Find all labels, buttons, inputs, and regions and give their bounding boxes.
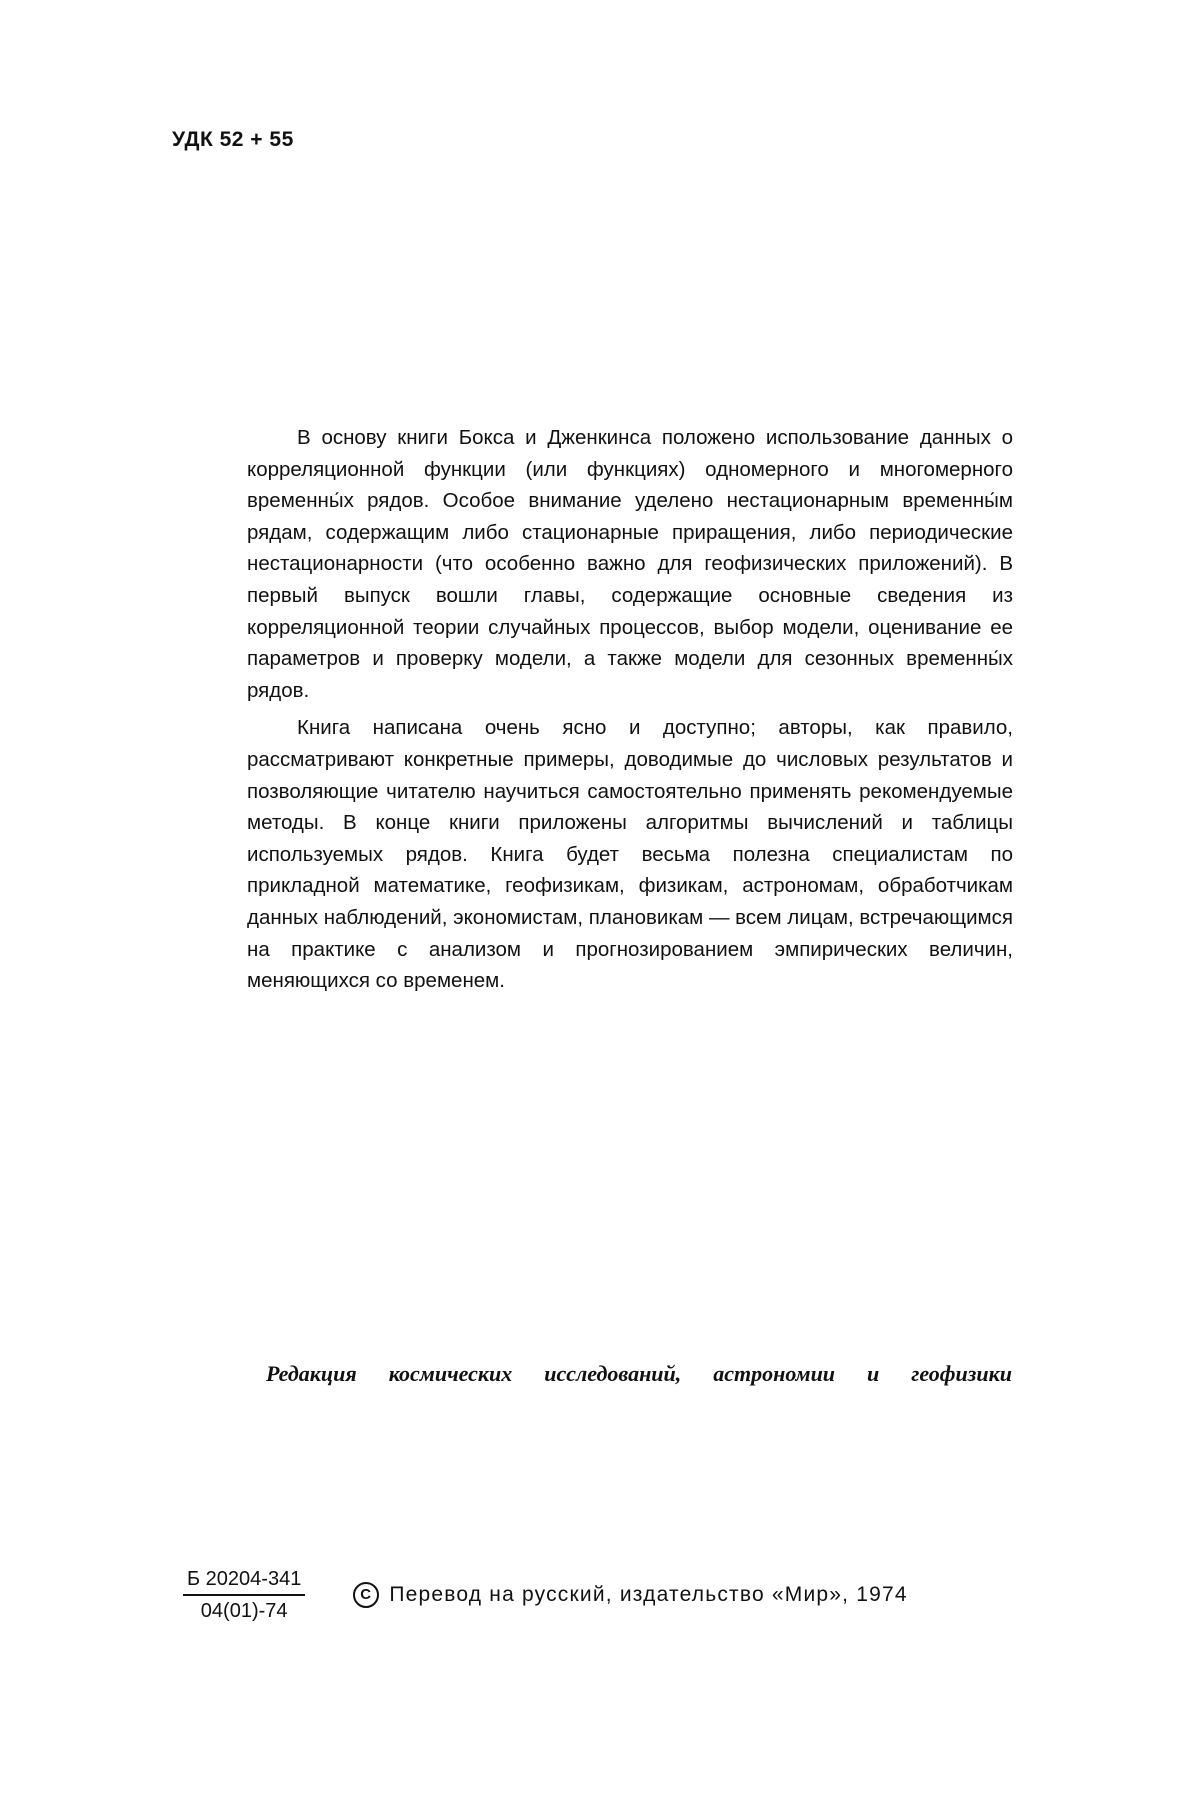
book-annotation <box>247 422 1013 997</box>
editorial-office-line: Редакция космических исследований, астрономии и геофизики <box>266 1361 1012 1386</box>
imprint-block <box>183 1566 908 1624</box>
copyright-line <box>353 1582 907 1608</box>
copyright-icon: C <box>353 1582 379 1608</box>
annotation-paragraph-1: В основу книги Бокса и Дженкинса положено использование данных о корреляционной функции (или функциях) одномерного и многомерного временны́х рядов. Особое внимание уделено нестационарным временны́м рядам, содержащим либо стационарные приращения, либо периодические нестационарности (что особенно важно для геофизических приложений). В первый выпуск вошли главы, содержащие основные сведения из корреляционной теории случайных процессов, выбор модели, оценивание ее параметров и проверку модели, а также модели для сезонных временны́х рядов. <box>247 426 1013 702</box>
publication-index <box>183 1566 305 1624</box>
publication-index-numerator: Б 20204-341 <box>183 1566 305 1596</box>
udc-code: УДК 52 + 55 <box>172 128 294 151</box>
publication-index-denominator: 04(01)-74 <box>200 1600 288 1622</box>
copyright-text: Перевод на русский, издательство «Мир», 1974 <box>389 1583 908 1606</box>
annotation-paragraph-2: Книга написана очень ясно и доступно; авторы, как правило, рассматривают конкретные примеры, доводимые до числовых результатов и позволяющие читателю научиться самостоятельно применять рекомендуемые методы. В конце книги приложены алгоритмы вычислений и таблицы используемых рядов. Книга будет весьма полезна специалистам по прикладной математике, геофизикам, физикам, астрономам, обработчикам данных наблюдений, экономистам, плановикам — всем лицам, встречающимся на практике с анализом и прогнозированием эмпирических величин, меняющихся со временем. <box>247 716 1013 993</box>
